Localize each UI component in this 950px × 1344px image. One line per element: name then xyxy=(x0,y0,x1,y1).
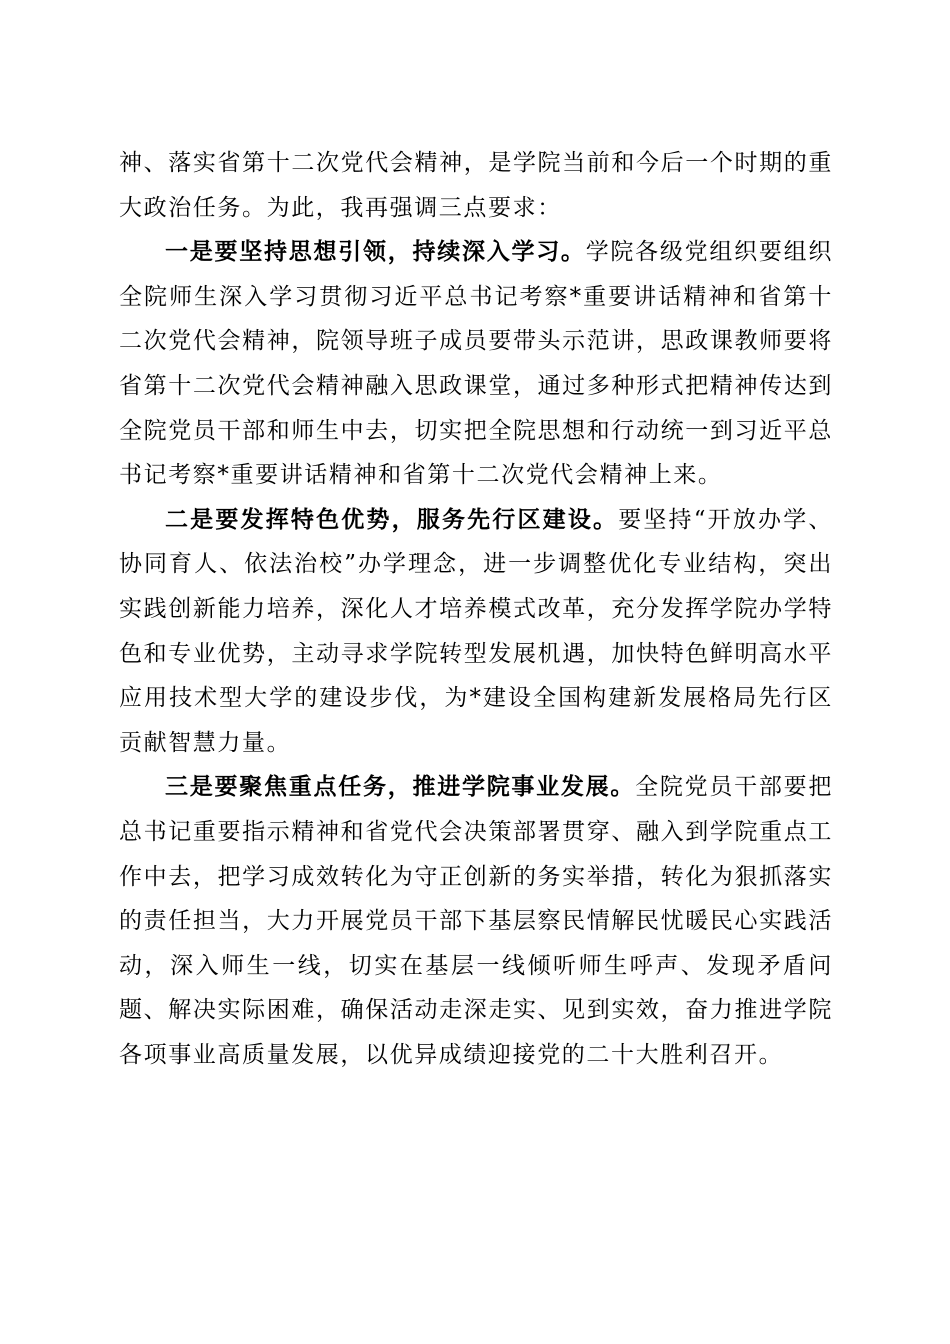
point-two-heading: 二是要发挥特色优势，服务先行区建设。 xyxy=(165,505,619,533)
paragraph-intro-text: 神、落实省第十二次党代会精神，是学院当前和今后一个时期的重大政治任务。为此，我再强调三点要求： xyxy=(119,150,833,221)
body-text xyxy=(119,141,833,1077)
paragraph-point-three xyxy=(119,765,833,1077)
point-three-text: 全院党员干部要把总书记重要指示精神和省党代会决策部署贯穿、融入到学院重点工作中去，把学习成效转化为守正创新的务实举措，转化为狠抓落实的责任担当，大力开展党员干部下基层察民情解民忧暖民心实践活动，深入师生一线，切实在基层一线倾听师生呼声、发现矛盾问题、解决实际困难，确保活动走深走实、见到实效，奋力推进学院各项事业高质量发展，以优异成绩迎接党的二十大胜利召开。 xyxy=(119,774,833,1068)
point-three-heading: 三是要聚焦重点任务，推进学院事业发展。 xyxy=(165,773,636,801)
point-one-heading: 一是要坚持思想引领，持续深入学习。 xyxy=(165,238,586,266)
paragraph-point-one xyxy=(119,230,833,498)
point-two-text: 要坚持“开放办学、协同育人、依法治校”办学理念，进一步调整优化专业结构，突出实践创新能力培养，深化人才培养模式改革，充分发挥学院办学特色和专业优势，主动寻求学院转型发展机遇，加快特色鲜明高水平应用技术型大学的建设步伐，为*建设全国构建新发展格局先行区贡献智慧力量。 xyxy=(119,506,833,756)
paragraph-intro xyxy=(119,141,833,230)
point-one-text: 学院各级党组织要组织全院师生深入学习贯彻习近平总书记考察*重要讲话精神和省第十二次党代会精神，院领导班子成员要带头示范讲，思政课教师要将省第十二次党代会精神融入思政课堂，通过多种形式把精神传达到全院党员干部和师生中去，切实把全院思想和行动统一到习近平总书记考察*重要讲话精神和省第十二次党代会精神上来。 xyxy=(119,239,834,489)
paragraph-point-two xyxy=(119,498,833,766)
